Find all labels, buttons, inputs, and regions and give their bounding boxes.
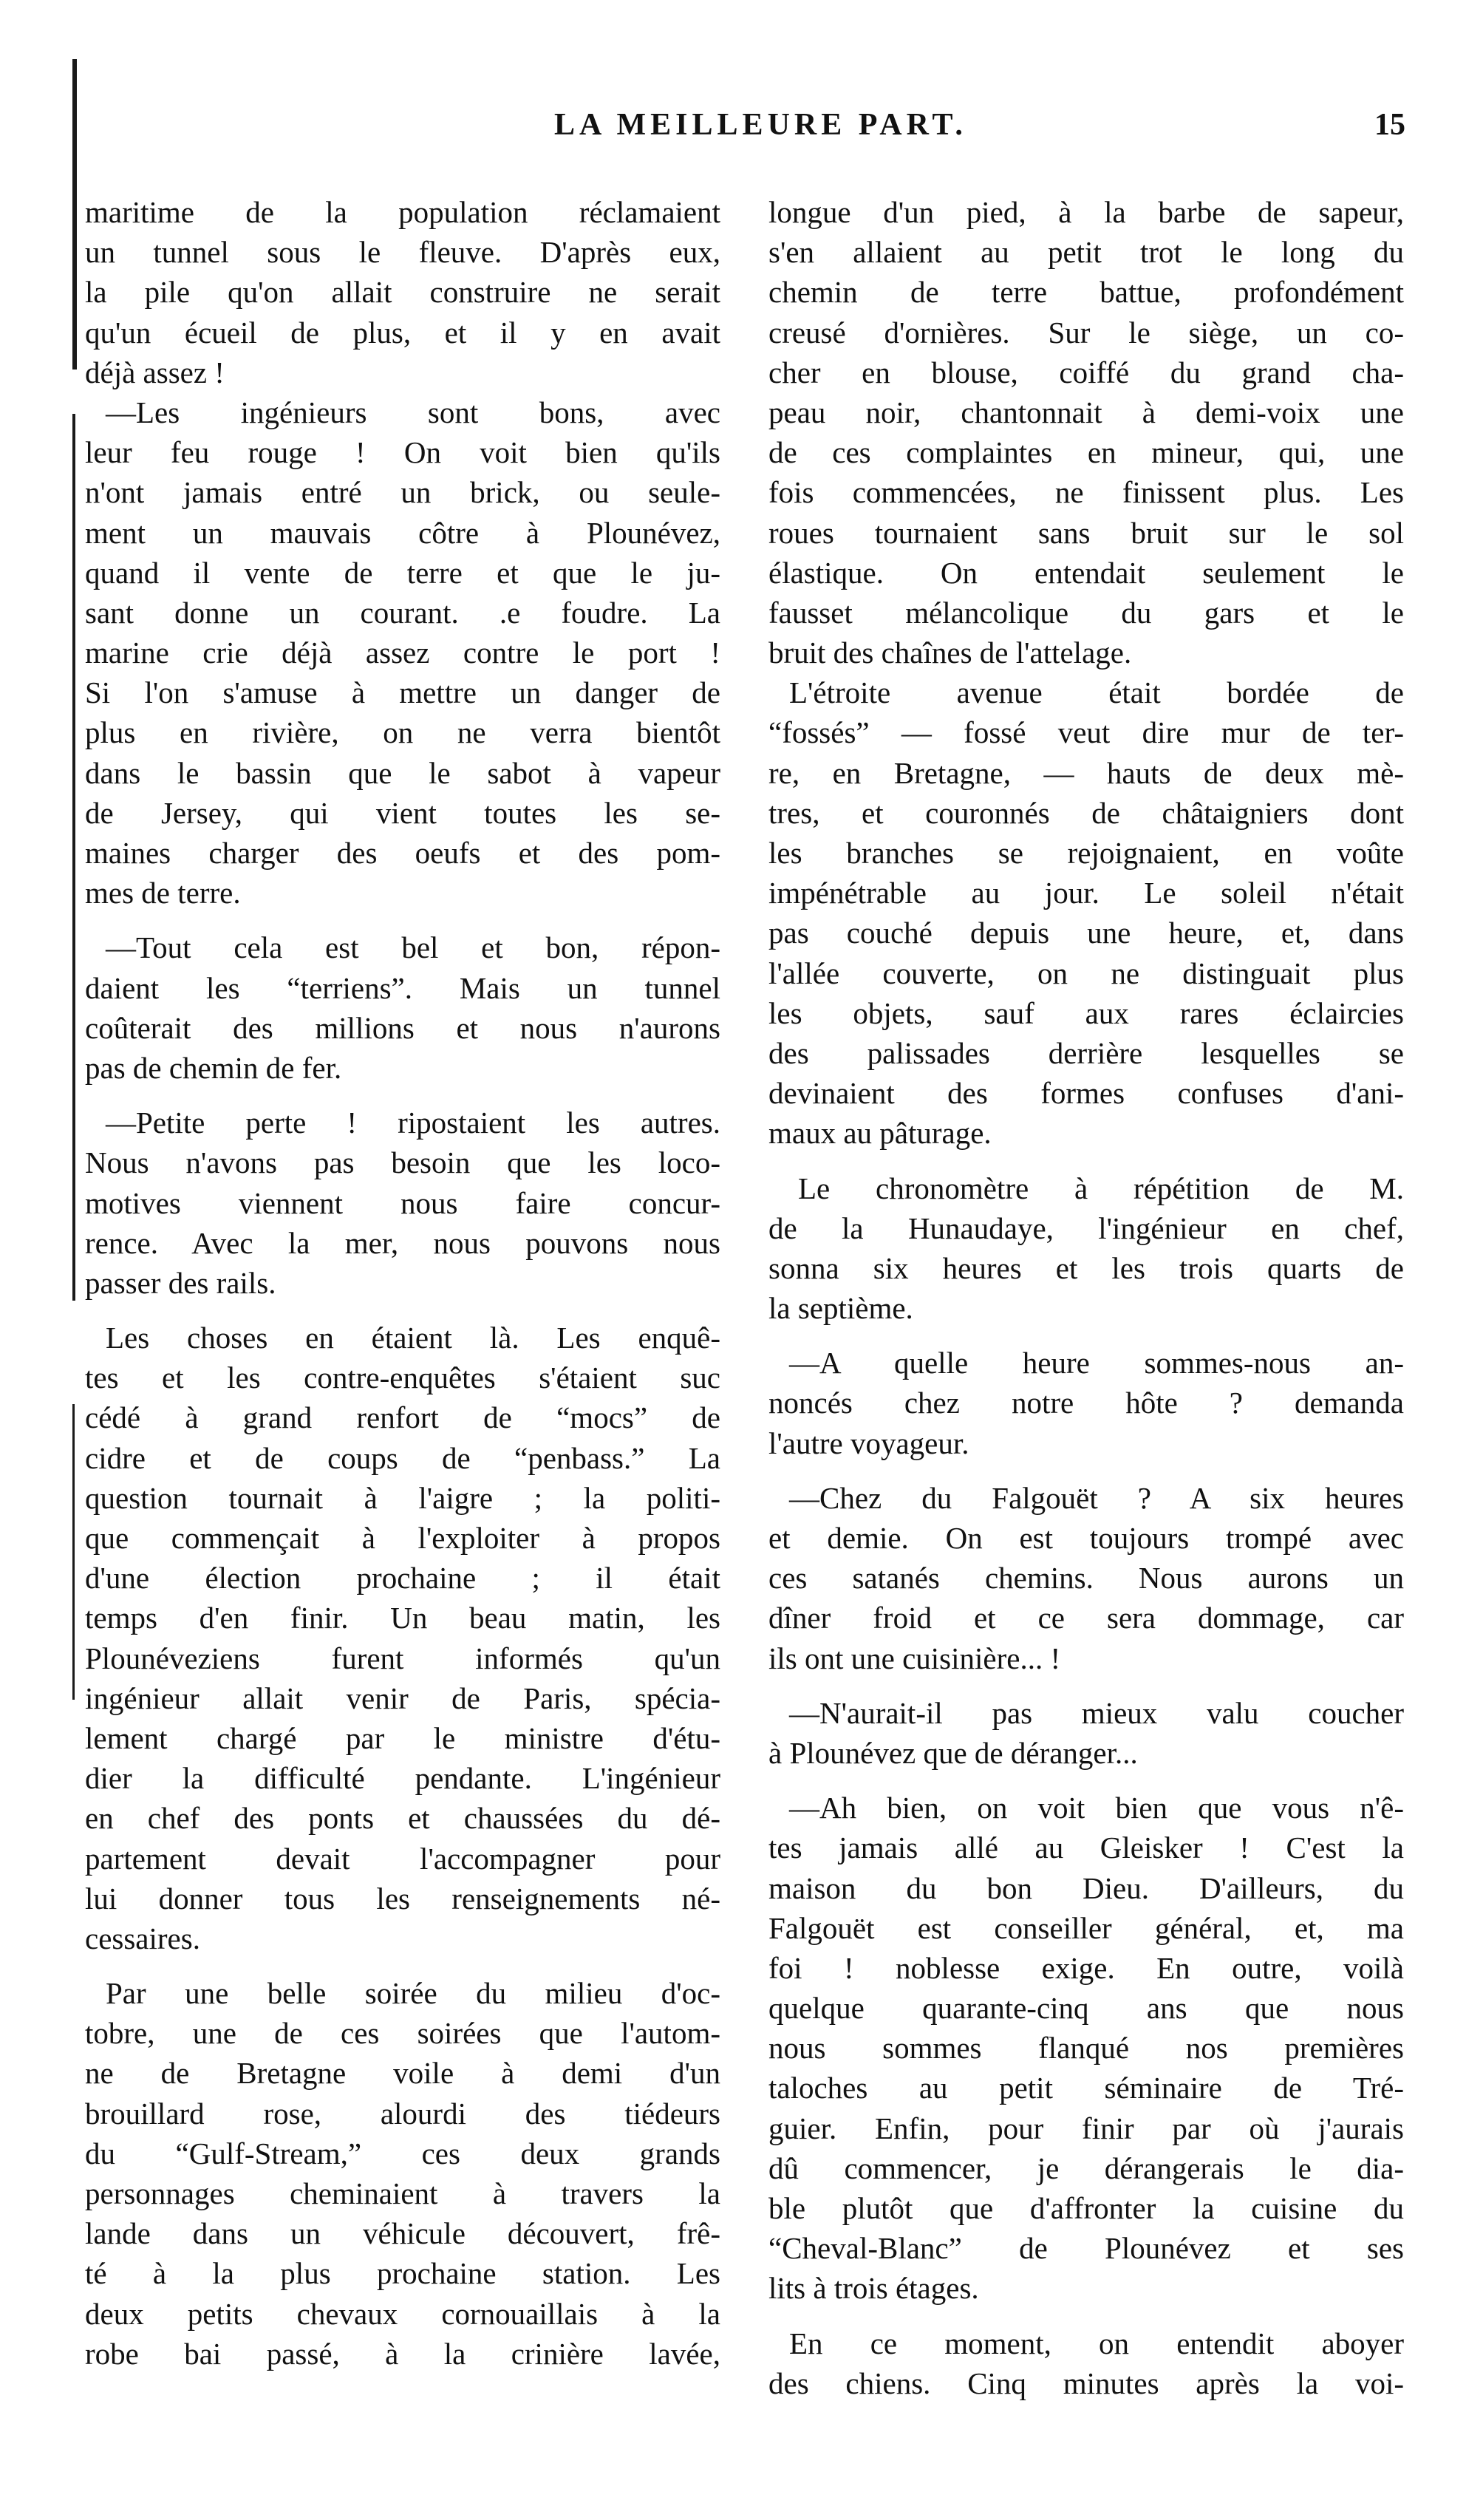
text-line: ils ont une cuisinière... ! (768, 1641, 1061, 1675)
text-line: Les choses en étaient là. Les enquê- (106, 1321, 720, 1355)
text-line: lement chargé par le ministre d'étu- (85, 1720, 720, 1755)
text-line: fois commencées, ne finissent plus. Les (768, 475, 1404, 510)
binding-margin-line (72, 1404, 75, 1700)
text-line: de Jersey, qui vient toutes les se- (85, 795, 720, 830)
text-line: deux petits chevaux cornouaillais à la (85, 2296, 720, 2331)
left-text-column (85, 192, 720, 2374)
text-line: ble plutôt que d'affronter la cuisine du (768, 2191, 1404, 2225)
text-line: qu'un écueil de plus, et il y en avait (85, 315, 720, 350)
text-line: —Les ingénieurs sont bons, avec (106, 395, 720, 429)
text-line: sant donne un courant. .e foudre. La (85, 595, 720, 630)
text-line: élastique. On entendait seulement le (768, 555, 1404, 590)
text-line: taloches au petit séminaire de Tré- (768, 2071, 1404, 2105)
text-line: un tunnel sous le fleuve. D'après eux, (85, 235, 720, 270)
text-line: des palissades derrière lesquelles se (768, 1035, 1404, 1070)
text-line: dîner froid et ce sera dommage, car (768, 1601, 1404, 1635)
text-line: marine crie déjà assez contre le port ! (85, 636, 720, 670)
text-line: l'allée couverte, on ne distinguait plus (768, 956, 1404, 990)
text-line: ment un mauvais côtre à Plounévez, (85, 515, 720, 550)
text-line: question tournait à l'aigre ; la politi- (85, 1480, 720, 1515)
text-line: maux au pâturage. (768, 1116, 992, 1151)
text-line: tes jamais allé au Gleisker ! C'est la (768, 1831, 1404, 1865)
text-line: ces satanés chemins. Nous aurons un (768, 1561, 1404, 1596)
text-line: —Ah bien, on voit bien que vous n'ê- (789, 1791, 1404, 1825)
text-line: ne de Bretagne voile à demi d'un (85, 2056, 720, 2091)
text-line: —N'aurait-il pas mieux valu coucher (789, 1695, 1404, 1730)
page-number: 15 (1374, 108, 1405, 142)
text-line: chemin de terre battue, profondément (768, 275, 1404, 310)
text-line: —A quelle heure sommes-nous an- (789, 1346, 1404, 1380)
text-line: de la Hunaudaye, l'ingénieur en chef, (768, 1210, 1404, 1245)
text-line: cédé à grand renfort de “mocs” de (85, 1400, 720, 1435)
text-line: foi ! noblesse exige. En outre, voilà (768, 1950, 1404, 1985)
text-line: dû commencer, je dérangerais le dia- (768, 2150, 1404, 2185)
text-line: du “Gulf-Stream,” ces deux grands (85, 2136, 720, 2170)
text-line: quand il vente de terre et que le ju- (85, 555, 720, 590)
text-line: de ces complaintes en mineur, qui, une (768, 435, 1404, 470)
text-line: pas de chemin de fer. (85, 1050, 342, 1085)
text-line: re, en Bretagne, — hauts de deux mè- (768, 755, 1404, 790)
text-line: daient les “terriens”. Mais un tunnel (85, 970, 720, 1005)
text-line: té à la plus prochaine station. Les (85, 2256, 720, 2291)
text-line: Nous n'avons pas besoin que les loco- (85, 1145, 720, 1180)
text-line: rence. Avec la mer, nous pouvons nous (85, 1225, 720, 1260)
text-line: Le chronomètre à répétition de M. (798, 1171, 1404, 1205)
text-line: dans le bassin que le sabot à vapeur (85, 755, 720, 790)
text-line: temps d'en finir. Un beau matin, les (85, 1601, 720, 1635)
text-line: guier. Enfin, pour finir par où j'aurais (768, 2111, 1404, 2145)
text-line: passer des rails. (85, 1265, 276, 1300)
text-line: partement devait l'accompagner pour (85, 1841, 720, 1876)
text-line: brouillard rose, alourdi des tiédeurs (85, 2096, 720, 2131)
text-line: cher en blouse, coiffé du grand cha- (768, 355, 1404, 389)
text-line: ingénieur allait venir de Paris, spécia- (85, 1680, 720, 1715)
text-line: mes de terre. (85, 876, 241, 910)
text-line: —Chez du Falgouët ? A six heures (789, 1480, 1404, 1515)
text-line: la pile qu'on allait construire ne serait (85, 275, 720, 310)
text-line: lui donner tous les renseignements né- (85, 1881, 720, 1915)
text-line: et demie. On est toujours trompé avec (768, 1521, 1404, 1555)
text-line: personnages cheminaient à travers la (85, 2176, 720, 2210)
text-line: cessaires. (85, 1921, 200, 1955)
text-line: —Petite perte ! ripostaient les autres. (106, 1106, 720, 1140)
text-line: sonna six heures et les trois quarts de (768, 1250, 1404, 1285)
text-line: longue d'un pied, à la barbe de sapeur, (768, 195, 1404, 229)
text-line: Plounéveziens furent informés qu'un (85, 1641, 720, 1675)
text-line: maritime de la population réclamaient (85, 195, 720, 229)
text-line: motives viennent nous faire concur- (85, 1185, 720, 1220)
text-line: tobre, une de ces soirées que l'autom- (85, 2016, 720, 2051)
text-line: à Plounévez que de déranger... (768, 1735, 1138, 1770)
text-line: que commençait à l'exploiter à propos (85, 1521, 720, 1555)
text-line: pas couché depuis une heure, et, dans (768, 916, 1404, 950)
binding-margin-line (72, 59, 77, 370)
text-line: n'ont jamais entré un brick, ou seule- (85, 475, 720, 510)
text-line: creusé d'ornières. Sur le siège, un co- (768, 315, 1404, 350)
running-title: LA MEILLEURE PART. (554, 108, 967, 142)
text-line: maison du bon Dieu. D'ailleurs, du (768, 1870, 1404, 1905)
text-line: impénétrable au jour. Le soleil n'était (768, 876, 1404, 910)
text-line: roues tournaient sans bruit sur le sol (768, 515, 1404, 550)
text-line: déjà assez ! (85, 355, 225, 389)
text-line: des chiens. Cinq minutes après la voi- (768, 2366, 1404, 2400)
text-line: —Tout cela est bel et bon, répon- (106, 930, 720, 965)
text-line: s'en allaient au petit trot le long du (768, 235, 1404, 270)
text-line: plus en rivière, on ne verra bientôt (85, 715, 720, 750)
text-line: devinaient des formes confuses d'ani- (768, 1076, 1404, 1111)
text-line: les objets, sauf aux rares éclaircies (768, 995, 1404, 1030)
text-line: la septième. (768, 1291, 913, 1326)
text-line: noncés chez notre hôte ? demanda (768, 1386, 1404, 1420)
text-line: bruit des chaînes de l'attelage. (768, 636, 1132, 670)
binding-margin-line (72, 414, 75, 1301)
text-line: Si l'on s'amuse à mettre un danger de (85, 675, 720, 710)
text-line: En ce moment, on entendit aboyer (789, 2326, 1404, 2360)
text-line: dier la difficulté pendante. L'ingénieur (85, 1761, 720, 1796)
text-line: en chef des ponts et chaussées du dé- (85, 1801, 720, 1836)
text-line: nous sommes flanqué nos premières (768, 2031, 1404, 2066)
text-line: Falgouët est conseiller général, et, ma (768, 1910, 1404, 1945)
text-line: “Cheval-Blanc” de Plounévez et ses (768, 2231, 1404, 2266)
text-line: quelque quarante-cinq ans que nous (768, 1991, 1404, 2026)
text-line: leur feu rouge ! On voit bien qu'ils (85, 435, 720, 470)
text-line: robe bai passé, à la crinière lavée, (85, 2336, 720, 2371)
text-line: L'étroite avenue était bordée de (789, 675, 1404, 710)
text-line: lande dans un véhicule découvert, frê- (85, 2216, 720, 2251)
text-line: les branches se rejoignaient, en voûte (768, 836, 1404, 870)
text-line: “fossés” — fossé veut dire mur de ter- (768, 715, 1404, 750)
text-line: lits à trois étages. (768, 2271, 979, 2306)
text-line: cidre et de coups de “penbass.” La (85, 1440, 720, 1475)
text-line: d'une élection prochaine ; il était (85, 1561, 720, 1596)
text-line: Par une belle soirée du milieu d'oc- (106, 1976, 720, 2011)
text-line: coûterait des millions et nous n'aurons (85, 1010, 720, 1045)
text-line: peau noir, chantonnait à demi-voix une (768, 395, 1404, 429)
right-text-column (768, 192, 1404, 2403)
text-line: maines charger des oeufs et des pom- (85, 836, 720, 870)
text-line: tes et les contre-enquêtes s'étaient suc (85, 1361, 720, 1395)
text-line: l'autre voyageur. (768, 1426, 969, 1460)
text-line: tres, et couronnés de châtaigniers dont (768, 795, 1404, 830)
text-line: fausset mélancolique du gars et le (768, 595, 1404, 630)
